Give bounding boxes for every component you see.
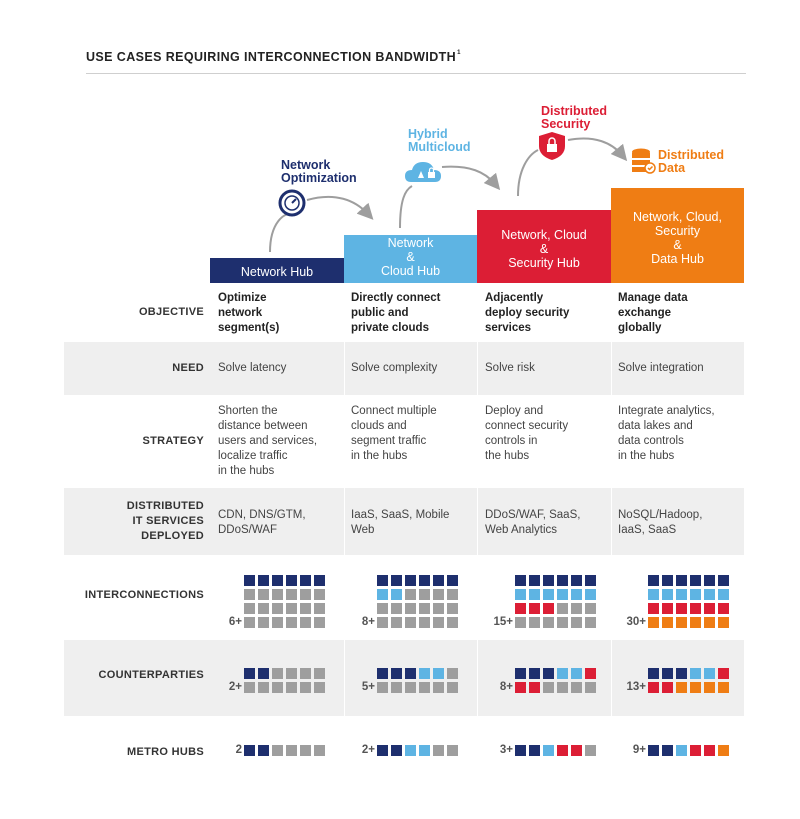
grid-square-red xyxy=(585,668,596,679)
grid-square-navy xyxy=(286,575,297,586)
grid-square-lightblue xyxy=(690,589,701,600)
grid-square-gray xyxy=(258,617,269,628)
grid-square-gray xyxy=(244,617,255,628)
metric-count: 6+ xyxy=(228,616,242,628)
grid-square-lightblue xyxy=(704,668,715,679)
grid-square-gray xyxy=(571,603,582,614)
grid-square-gray xyxy=(585,745,596,756)
grid-square-gray xyxy=(433,603,444,614)
step-title-hybrid-multicloud: Hybrid Multicloud xyxy=(408,127,471,154)
grid-square-orange xyxy=(676,682,687,693)
grid-square-navy xyxy=(391,668,402,679)
grid-square-gray xyxy=(419,603,430,614)
grid-square-orange xyxy=(690,617,701,628)
hub-network-cloud-security: Network, Cloud & Security Hub xyxy=(477,210,611,283)
grid-square-gray xyxy=(300,682,311,693)
grid-square-gray xyxy=(272,603,283,614)
grid-square-gray xyxy=(286,682,297,693)
grid-square-navy xyxy=(571,575,582,586)
strategy-cell: Integrate analytics, data lakes and data controls in the hubs xyxy=(618,405,715,462)
grid-square-red xyxy=(648,603,659,614)
step-title-network-optimization: Network Optimization xyxy=(281,158,357,185)
grid-square-gray xyxy=(585,682,596,693)
grid-square-navy xyxy=(258,668,269,679)
grid-square-navy xyxy=(300,575,311,586)
grid-square-gray xyxy=(447,603,458,614)
metric-count: 2 xyxy=(235,744,242,756)
grid-square-red xyxy=(529,603,540,614)
row-label-need: NEED xyxy=(172,362,204,374)
grid-square-red xyxy=(515,682,526,693)
grid-square-red xyxy=(690,603,701,614)
grid-square-navy xyxy=(704,575,715,586)
grid-square-gray xyxy=(286,745,297,756)
grid-square-red xyxy=(662,682,673,693)
grid-square-orange xyxy=(718,682,729,693)
metric-count: 2+ xyxy=(228,681,242,693)
grid-square-navy xyxy=(314,575,325,586)
grid-square-gray xyxy=(314,682,325,693)
grid-square-gray xyxy=(314,745,325,756)
grid-square-navy xyxy=(515,745,526,756)
grid-square-gray xyxy=(300,617,311,628)
grid-square-lightblue xyxy=(405,745,416,756)
grid-square-orange xyxy=(676,617,687,628)
grid-square-lightblue xyxy=(676,589,687,600)
grid-square-navy xyxy=(718,575,729,586)
grid-square-navy xyxy=(529,668,540,679)
grid-square-gray xyxy=(244,603,255,614)
grid-square-gray xyxy=(258,589,269,600)
grid-square-gray xyxy=(585,603,596,614)
grid-square-lightblue xyxy=(377,589,388,600)
grid-square-gray xyxy=(272,745,283,756)
grid-square-navy xyxy=(391,575,402,586)
services-cell: NoSQL/Hadoop, IaaS, SaaS xyxy=(618,509,703,536)
grid-square-navy xyxy=(391,745,402,756)
row-label-interconnections: INTERCONNECTIONS xyxy=(84,589,204,601)
hub-network: Network Hub xyxy=(210,258,344,283)
metric-count: 30+ xyxy=(626,616,646,628)
metric-count: 8+ xyxy=(499,681,513,693)
need-cell: Solve integration xyxy=(618,362,704,374)
grid-square-gray xyxy=(286,603,297,614)
grid-square-gray xyxy=(419,617,430,628)
grid-square-gray xyxy=(314,668,325,679)
grid-square-red xyxy=(648,682,659,693)
grid-square-gray xyxy=(286,617,297,628)
grid-square-gray xyxy=(391,682,402,693)
grid-square-lightblue xyxy=(543,745,554,756)
grid-square-gray xyxy=(258,682,269,693)
grid-square-navy xyxy=(543,575,554,586)
grid-square-gray xyxy=(272,617,283,628)
grid-square-red xyxy=(676,603,687,614)
objective-cell: Directly connect public and private clouds xyxy=(351,292,441,334)
strategy-cell: Connect multiple clouds and segment traffic in the hubs xyxy=(351,405,437,462)
need-cell: Solve risk xyxy=(485,362,535,374)
grid-square-lightblue xyxy=(704,589,715,600)
grid-square-gray xyxy=(244,682,255,693)
grid-square-navy xyxy=(648,575,659,586)
grid-square-gray xyxy=(391,617,402,628)
grid-square-navy xyxy=(419,575,430,586)
grid-square-navy xyxy=(258,745,269,756)
need-cell: Solve latency xyxy=(218,362,287,374)
grid-square-gray xyxy=(405,682,416,693)
grid-square-lightblue xyxy=(433,668,444,679)
row-label-services: DISTRIBUTED IT SERVICES DEPLOYED xyxy=(126,500,204,542)
grid-square-gray xyxy=(447,617,458,628)
grid-square-lightblue xyxy=(557,589,568,600)
grid-square-navy xyxy=(662,745,673,756)
grid-square-red xyxy=(557,745,568,756)
grid-square-red xyxy=(529,682,540,693)
grid-square-navy xyxy=(543,668,554,679)
grid-square-red xyxy=(704,745,715,756)
metric-count: 8+ xyxy=(361,616,375,628)
grid-square-red xyxy=(515,603,526,614)
grid-square-navy xyxy=(377,745,388,756)
grid-square-gray xyxy=(447,682,458,693)
grid-square-navy xyxy=(529,745,540,756)
row-label-strategy: STRATEGY xyxy=(142,435,204,447)
strategy-cell: Shorten the distance between users and services, localize traffic in the hubs xyxy=(218,405,318,477)
grid-square-navy xyxy=(405,668,416,679)
grid-square-red xyxy=(704,603,715,614)
grid-square-gray xyxy=(405,589,416,600)
grid-square-lightblue xyxy=(515,589,526,600)
row-label-objective: OBJECTIVE xyxy=(138,306,204,318)
metric-count: 15+ xyxy=(493,616,513,628)
objective-cell: Optimize network segment(s) xyxy=(218,292,280,334)
grid-square-navy xyxy=(648,668,659,679)
grid-square-red xyxy=(662,603,673,614)
grid-square-gray xyxy=(377,617,388,628)
grid-square-orange xyxy=(690,682,701,693)
grid-square-gray xyxy=(405,603,416,614)
grid-square-red xyxy=(718,603,729,614)
strategy-cell: Deploy and connect security controls in the hubs xyxy=(485,405,569,462)
grid-square-lightblue xyxy=(391,589,402,600)
grid-square-gray xyxy=(300,668,311,679)
grid-square-gray xyxy=(557,603,568,614)
services-cell: CDN, DNS/GTM, DDoS/WAF xyxy=(218,509,306,536)
grid-square-navy xyxy=(676,668,687,679)
grid-square-gray xyxy=(433,589,444,600)
grid-square-orange xyxy=(704,682,715,693)
grid-square-gray xyxy=(433,617,444,628)
grid-square-lightblue xyxy=(419,745,430,756)
row-label-metro-hubs: METRO HUBS xyxy=(127,746,204,758)
grid-square-red xyxy=(718,668,729,679)
metric-count: 3+ xyxy=(499,744,513,756)
objective-cell: Adjacently deploy security services xyxy=(485,292,570,334)
grid-square-lightblue xyxy=(585,589,596,600)
grid-square-gray xyxy=(391,603,402,614)
step-title-distributed-data: Distributed Data xyxy=(658,148,724,175)
grid-square-navy xyxy=(258,575,269,586)
grid-square-orange xyxy=(704,617,715,628)
grid-square-navy xyxy=(244,575,255,586)
grid-square-navy xyxy=(244,745,255,756)
grid-square-navy xyxy=(377,575,388,586)
grid-square-gray xyxy=(244,589,255,600)
grid-square-lightblue xyxy=(676,745,687,756)
grid-square-lightblue xyxy=(571,589,582,600)
grid-square-gray xyxy=(543,617,554,628)
grid-square-lightblue xyxy=(718,589,729,600)
grid-square-navy xyxy=(405,575,416,586)
grid-square-gray xyxy=(447,589,458,600)
grid-square-navy xyxy=(676,575,687,586)
step-title-distributed-security: Distributed Security xyxy=(541,104,607,131)
grid-square-lightblue xyxy=(529,589,540,600)
grid-square-gray xyxy=(515,617,526,628)
grid-square-gray xyxy=(585,617,596,628)
services-cell: DDoS/WAF, SaaS, Web Analytics xyxy=(485,509,581,536)
grid-square-navy xyxy=(272,575,283,586)
metric-count: 13+ xyxy=(626,681,646,693)
objective-cell: Manage data exchange globally xyxy=(618,292,688,334)
grid-square-lightblue xyxy=(543,589,554,600)
grid-square-gray xyxy=(433,745,444,756)
grid-square-gray xyxy=(557,682,568,693)
grid-square-gray xyxy=(557,617,568,628)
grid-square-navy xyxy=(557,575,568,586)
grid-square-gray xyxy=(314,589,325,600)
grid-square-gray xyxy=(258,603,269,614)
metric-count: 5+ xyxy=(361,681,375,693)
grid-square-red xyxy=(571,745,582,756)
grid-square-navy xyxy=(662,575,673,586)
grid-square-gray xyxy=(272,682,283,693)
grid-square-gray xyxy=(405,617,416,628)
grid-square-lightblue xyxy=(557,668,568,679)
grid-square-lightblue xyxy=(648,589,659,600)
grid-square-lightblue xyxy=(690,668,701,679)
grid-square-gray xyxy=(314,603,325,614)
grid-square-navy xyxy=(433,575,444,586)
grid-square-navy xyxy=(690,575,701,586)
grid-square-navy xyxy=(662,668,673,679)
grid-square-orange xyxy=(718,745,729,756)
grid-square-lightblue xyxy=(419,668,430,679)
grid-square-navy xyxy=(529,575,540,586)
grid-square-red xyxy=(543,603,554,614)
services-cell: IaaS, SaaS, Mobile Web xyxy=(351,509,450,536)
grid-square-lightblue xyxy=(662,589,673,600)
metric-count: 9+ xyxy=(632,744,646,756)
grid-square-navy xyxy=(377,668,388,679)
grid-square-gray xyxy=(272,668,283,679)
grid-square-gray xyxy=(300,589,311,600)
grid-square-navy xyxy=(447,575,458,586)
grid-square-gray xyxy=(419,682,430,693)
grid-square-lightblue xyxy=(571,668,582,679)
grid-square-navy xyxy=(515,575,526,586)
grid-square-gray xyxy=(300,603,311,614)
metric-count: 2+ xyxy=(361,744,375,756)
grid-square-gray xyxy=(529,617,540,628)
grid-square-gray xyxy=(433,682,444,693)
grid-square-navy xyxy=(515,668,526,679)
grid-square-gray xyxy=(571,617,582,628)
need-cell: Solve complexity xyxy=(351,362,438,374)
grid-square-orange xyxy=(662,617,673,628)
grid-square-gray xyxy=(543,682,554,693)
grid-square-gray xyxy=(571,682,582,693)
grid-square-gray xyxy=(286,589,297,600)
hub-network-cloud-security-data: Network, Cloud, Security & Data Hub xyxy=(611,188,744,283)
grid-square-navy xyxy=(648,745,659,756)
grid-square-orange xyxy=(648,617,659,628)
grid-square-gray xyxy=(377,603,388,614)
grid-square-navy xyxy=(585,575,596,586)
hub-network-cloud: Network & Cloud Hub xyxy=(344,235,477,283)
grid-square-navy xyxy=(244,668,255,679)
grid-square-gray xyxy=(286,668,297,679)
grid-square-orange xyxy=(718,617,729,628)
row-label-counterparties: COUNTERPARTIES xyxy=(98,669,204,681)
grid-square-gray xyxy=(419,589,430,600)
grid-square-red xyxy=(690,745,701,756)
grid-square-gray xyxy=(447,668,458,679)
grid-square-gray xyxy=(272,589,283,600)
grid-square-gray xyxy=(300,745,311,756)
page-title: USE CASES REQUIRING INTERCONNECTION BANDWIDTH$^1$ xyxy=(86,50,461,64)
grid-square-gray xyxy=(447,745,458,756)
grid-square-gray xyxy=(314,617,325,628)
grid-square-gray xyxy=(377,682,388,693)
